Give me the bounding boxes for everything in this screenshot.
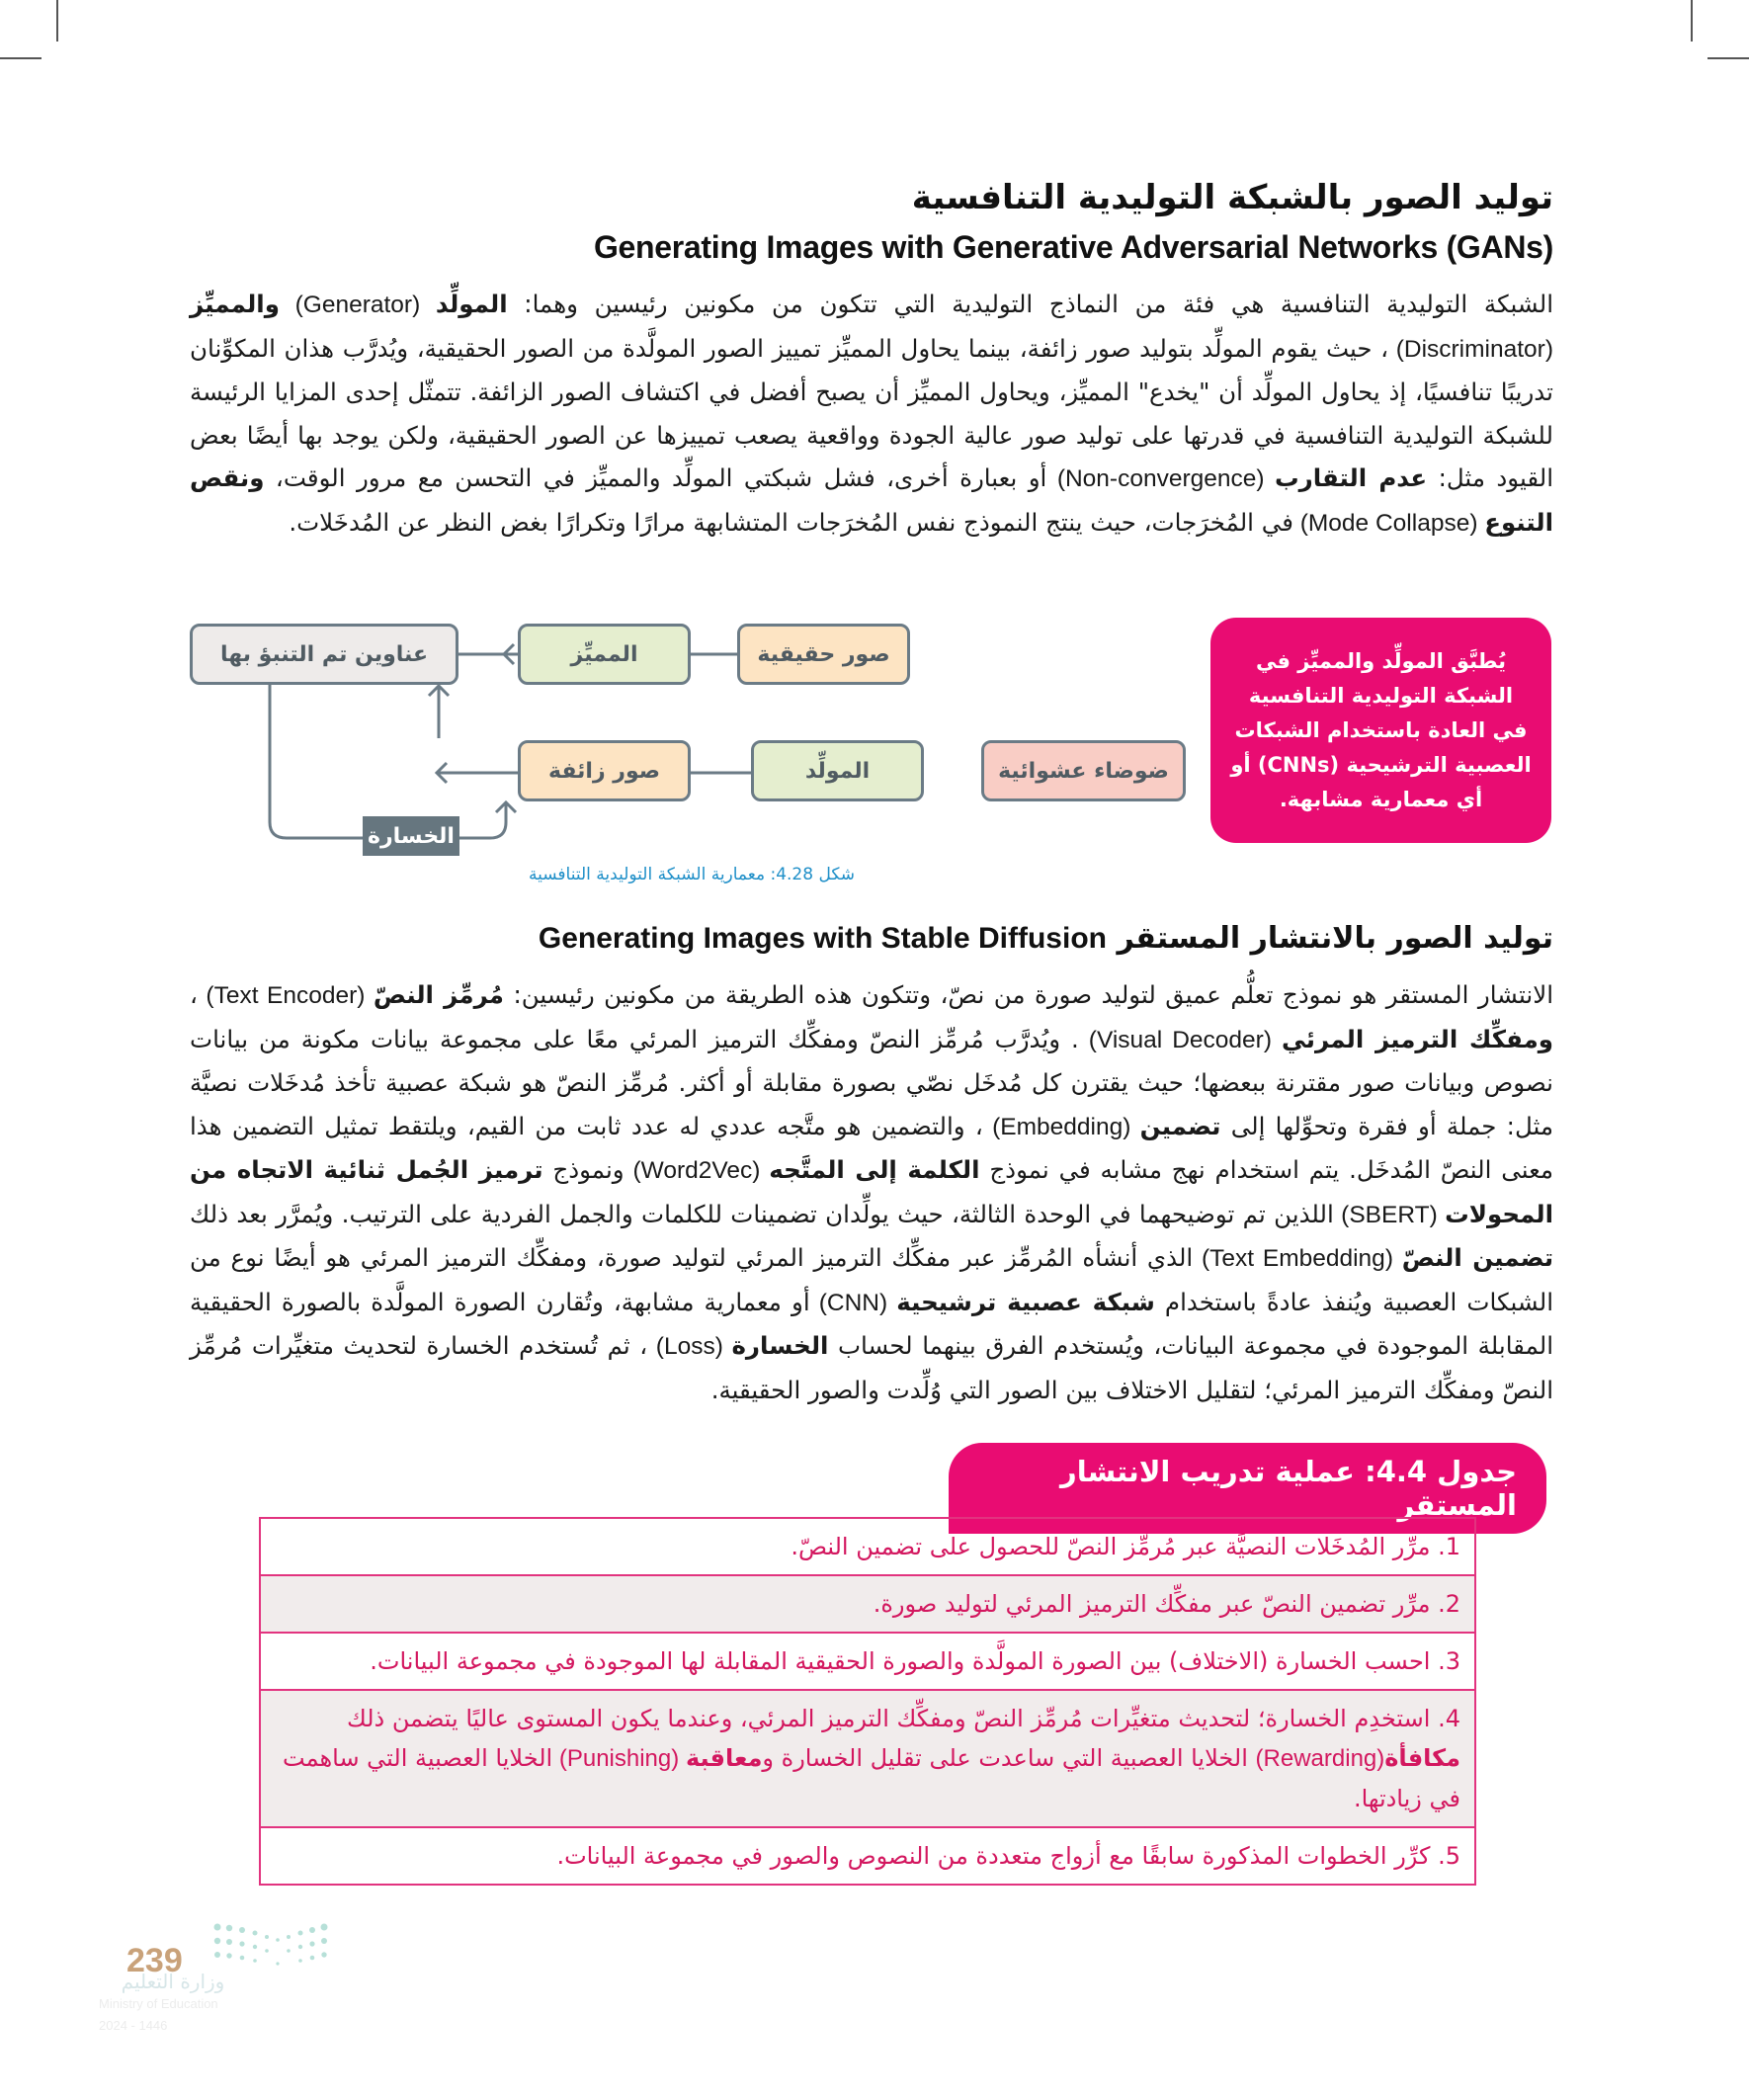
table-row (261, 1574, 1474, 1632)
text-run: 2. مرِّر تضمين النصّ عبر مفكِّك الترميز المرئي لتوليد صورة. (873, 1590, 1460, 1618)
english-term: (Generator) (279, 292, 436, 318)
text-run: أو معمارية مشابهة، وتُقارن الصورة المولَّدة بالصورة الحقيقية المقابلة الموجودة في مجموعة البيانات، ويُستخدم الفرق بينهما لحساب (190, 1287, 1554, 1360)
bold-term: تضمين النصّ (1401, 1243, 1554, 1272)
text-run: الذي أنشأه المُرمِّز عبر مفكِّك الترميز المرئي لتوليد صورة، ومفكِّك الترميز المرئي هو أيضًا نوع من الشبكات العصبية ويُنفذ عادةً باستخدام (190, 1243, 1553, 1316)
crop-mark (56, 0, 58, 42)
text-run: ، والتضمين هو متَّجه عددي له عدد ثابت من القيم، ويلتقط تمثيل التضمين هذا معنى النصّ المُدخَل. يتم استخدام نهج مشابه في نموذج (190, 1111, 1554, 1184)
training-steps-table (259, 1517, 1476, 1886)
text-run: ونموذج (542, 1155, 625, 1184)
english-term: (SBERT) (1333, 1201, 1446, 1228)
bold-term: عدم التقارب (1275, 463, 1428, 492)
heading-arabic: توليد الصور بالانتشار المستقر (1117, 921, 1553, 956)
bold-term: الخسارة (731, 1331, 829, 1360)
english-term: (Mode Collapse) (1292, 509, 1485, 537)
box-discriminator: المميِّز (518, 624, 691, 685)
bold-term: مكافأة (1384, 1744, 1460, 1772)
box-random-noise: ضوضاء عشوائية (981, 740, 1186, 801)
section-heading-arabic: توليد الصور بالشبكة التوليدية التنافسية (911, 178, 1553, 217)
loss-feedback-line (270, 680, 506, 838)
ministry-name-arabic: وزارة التعليم (121, 1970, 225, 1993)
bold-term: معاقبة (685, 1744, 763, 1772)
bold-term: ونقص التنوع (190, 463, 1553, 537)
text-run: 1. مرِّر المُدخَلات النصيَّة عبر مُرمِّز النصّ للحصول على تضمين النصّ. (791, 1533, 1460, 1560)
english-term: (Visual Decoder) (1078, 1026, 1283, 1053)
edition-year: 2024 - 1446 (99, 2018, 168, 2033)
ministry-name-english: Ministry of Education (99, 1996, 218, 2011)
bold-term: المولِّد (435, 290, 508, 318)
english-term: (CNN) (809, 1289, 897, 1316)
gan-paragraph (190, 283, 1553, 545)
bold-term: الكلمة إلى المتَّجه (769, 1155, 980, 1184)
heading-english: Generating Images with Stable Diffusion (538, 922, 1107, 955)
text-run: 5. كرِّر الخطوات المذكورة سابقًا مع أزواج متعددة من النصوص والصور في مجموعة البيانات. (556, 1842, 1460, 1870)
gan-architecture-diagram (178, 603, 1186, 899)
text-run: 3. احسب الخسارة (الاختلاف) بين الصورة المولَّدة والصورة الحقيقية المقابلة لها الموجودة في مجموعة البيانات. (370, 1647, 1460, 1675)
table-row (261, 1632, 1474, 1689)
text-run: الخلايا العصبية التي ساهمت في زيادتها. (283, 1744, 1460, 1812)
page-number: 239 (126, 1942, 183, 1979)
note-callout: يُطبَّق المولِّد والمميِّز في الشبكة التوليدية التنافسية في العادة باستخدام الشبكات العصبية الترشيحية (CNNs) أو أي معمارية مشابهة. (1210, 618, 1551, 843)
text-run: 4. استخدِم الخسارة؛ لتحديث متغيِّرات مُرمِّز النصّ ومفكِّك الترميز المرئي، وعندما يكون المستوى عاليًا يتضمن ذلك (346, 1705, 1460, 1732)
text-run: الانتشار المستقر هو نموذج تعلُّم عميق لتوليد صورة من نصّ، وتتكون هذه الطريقة من مكونين رئيسين: (503, 980, 1554, 1009)
crop-mark (0, 57, 42, 59)
table-row (261, 1517, 1474, 1574)
text-run: الخلايا العصبية التي ساعدت على تقليل الخسارة و (762, 1744, 1256, 1772)
bold-term: ومفكِّك الترميز المرئي (1282, 1024, 1554, 1053)
table-title: جدول 4.4: عملية تدريب الانتشار المستقر (949, 1443, 1546, 1534)
english-term: (Text Encoder) (197, 982, 374, 1009)
text-run: أو بعبارة أخرى، فشل شبكتي المولِّد والمميِّز في التحسن مع مرور الوقت، (264, 463, 1047, 492)
text-run: ، حيث يقوم المولِّد بتوليد صور زائفة، بينما يحاول المميِّز تمييز الصور المولَّدة من الصور الحقيقية، ويُدرَّب هذان المكوِّنان تدريبًا تنافسيًا، إذ يحاول المولِّد أن "يخدع" المميِّز، ويحاول المميِّز أن يصبح أفضل في اكتشاف الصور الزائفة. تتمثّل إحدى المزايا الرئيسة للشبكة التوليدية التنافسية في قدرتها على توليد صور عالية الجودة وواقعية يصعب تمييزها عن الصور الحقيقية، ولكن يوجد بها أيضًا بعض القيود مثل: (190, 333, 1554, 492)
bold-term: تضمين (1139, 1111, 1221, 1140)
text-run: الشبكة التوليدية التنافسية هي فئة من النماذج التوليدية التي تتكون من مكونين رئيسين وهما: (507, 290, 1554, 318)
text-run: اللذين تم توضيحهما في الوحدة الثالثة، حيث يولِّدان تضمينات للكلمات والجمل الفردية على الترتيب. ويُمرَّر بعد ذلك (190, 1199, 1334, 1228)
bold-term: ترميز الجُمل ثنائية الاتجاه من المحولات (190, 1155, 1554, 1228)
english-term: (Rewarding) (1255, 1745, 1385, 1772)
bold-term: والمميِّز (190, 290, 280, 318)
loss-label: الخسارة (363, 816, 459, 856)
crop-mark (1707, 57, 1749, 59)
english-term: (Embedding) (982, 1113, 1140, 1140)
english-term: (Loss) (647, 1333, 732, 1360)
box-fake-images: صور زائفة (518, 740, 691, 801)
table-row (261, 1826, 1474, 1884)
figure-caption: شكل 4.28: معمارية الشبكة التوليدية التنافسية (529, 865, 855, 884)
bold-term: شبكة عصبية ترشيحية (896, 1287, 1155, 1316)
english-term: (Non-convergence) (1046, 465, 1275, 492)
box-generator: المولِّد (751, 740, 924, 801)
text-run: . ويُدرَّب مُرمِّز النصّ ومفكِّك الترميز المرئي معًا على مجموعة بيانات مكونة من بيانات نصوص وبيانات صور مقترنة ببعضها؛ حيث يقترن كل مُدخَل نصّي بصورة مقابلة أو أكثر. مُرمِّز النصّ هو شبكة عصبية تأخذ مُدخَلات نصيَّة مثل: جملة أو فقرة وتحوِّلها إلى (190, 1024, 1554, 1140)
english-term: (Discriminator) (1388, 335, 1553, 363)
english-term: (Text Embedding) (1193, 1245, 1402, 1272)
text-run: ، (190, 980, 198, 1009)
table-row (261, 1689, 1474, 1826)
crop-mark (1691, 0, 1693, 42)
text-run: في المُخرَجات، حيث ينتج النموذج نفس المُخرَجات المتشابهة مرارًا وتكرارًا بغض النظر عن المُدخَلات. (289, 507, 1293, 537)
english-term: (Word2Vec) (624, 1157, 770, 1184)
english-term: (Punishing) (552, 1745, 686, 1772)
box-predicted-labels: عناوين تم التنبؤ بها (190, 624, 458, 685)
bold-term: مُرمِّز النصّ (373, 980, 504, 1009)
stable-diffusion-paragraph (190, 973, 1553, 1411)
section-heading-english: Generating Images with Generative Adversarial Networks (GANs) (593, 229, 1553, 265)
stable-diffusion-heading (539, 921, 1553, 956)
box-real-images: صور حقيقية (737, 624, 910, 685)
text-run: ، ثم تُستخدم الخسارة لتحديث متغيِّرات مُرمِّز النصّ ومفكِّك الترميز المرئي؛ لتقليل الاختلاف بين الصور التي وُلِّدت والصور الحقيقية. (190, 1331, 1553, 1404)
